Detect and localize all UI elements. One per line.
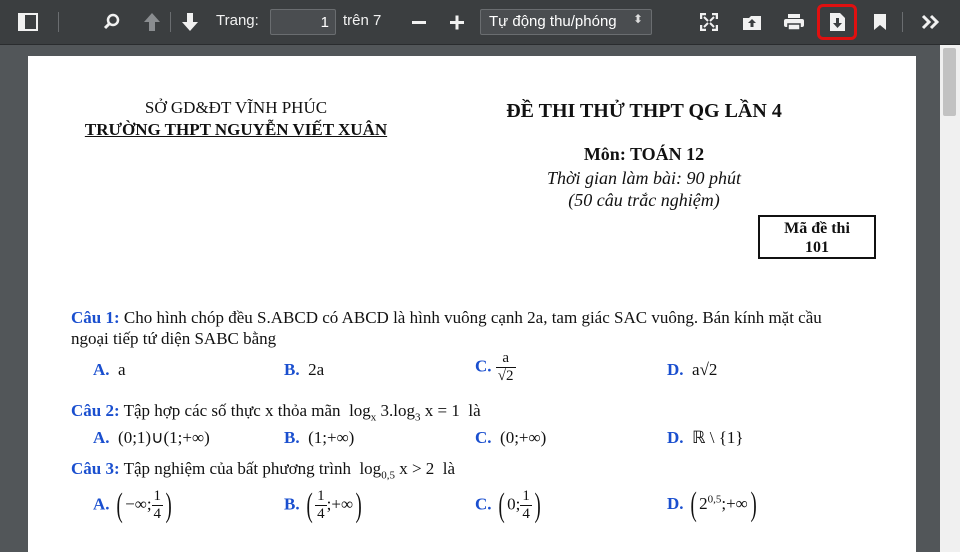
question-3 [71,459,455,481]
department-name: SỞ GD&ĐT VĨNH PHÚC [144,98,328,117]
plus-icon [449,14,465,30]
answer-key: B. [284,494,300,514]
question-1 [71,308,822,328]
sidebar-toggle-button[interactable] [14,7,42,37]
toolbar-separator [902,12,903,32]
page-number-input[interactable] [270,9,336,35]
previous-page-button[interactable] [138,7,166,37]
fullscreen-icon [700,13,718,31]
question-text: Tập nghiệm của bất phương trình [123,459,351,478]
fraction-denominator: √2 [497,368,514,384]
answer-1d [667,360,717,380]
page-label: Trang: [216,12,259,29]
math-expression: $\log_x 3.\log_3$ x = 1 [349,401,460,424]
question-label: Câu 1: [71,308,120,327]
fraction: $\frac{1}{4}$ [153,488,162,522]
answer-2b [284,428,354,448]
bookmark-icon [873,13,887,31]
answer-3c: C. ( 0; $\frac{1}{4}$ ) [475,486,541,524]
fraction-numerator: a [496,350,516,368]
bookmark-button[interactable] [866,7,894,37]
question-text: Tập hợp các số thực x thỏa mãn [123,401,341,420]
presentation-mode-button[interactable] [696,7,722,37]
answer-value: (1;+∞) [308,428,355,447]
answer-key: D. [667,360,684,379]
exam-code-label: Mã đề thi [784,220,850,237]
question-label: Câu 3: [71,459,120,478]
answer-value: a√2 [692,360,718,379]
minus-icon [411,14,427,30]
toolbar-separator [58,12,59,32]
question-1-line-2: ngoại tiếp tứ diện SABC bằng [71,329,277,348]
answer-key: A. [93,428,110,447]
print-button[interactable] [780,7,808,37]
toolbar-separator [170,12,171,32]
chevron-updown-icon: ⬍ [632,12,643,26]
search-icon [103,13,121,31]
answer-2d [667,428,744,448]
answer-3d: D. ( $2^{0,5};+\infty$) [667,486,757,523]
open-folder-icon [742,13,762,31]
zoom-select-value: Tự động thu/phóng [489,13,617,30]
answer-key: D. [667,428,684,447]
answer-value: 2a [308,360,325,379]
answer-key: C. [475,356,492,376]
open-file-button[interactable] [738,7,766,37]
duration: Thời gian làm bài: 90 phút [546,168,742,188]
scrollbar-track[interactable] [940,45,960,552]
question-label: Câu 2: [71,401,120,420]
fraction: $\frac{1}{4}$ [317,488,325,522]
zoom-select[interactable] [480,9,652,35]
printer-icon [783,13,805,31]
page-total: trên 7 [343,12,382,29]
answer-value: a [118,360,126,379]
question-count: (50 câu trắc nghiệm) [568,190,720,210]
exam-code-box [758,215,876,259]
arrow-up-icon [143,12,161,32]
answer-value: ℝ \ {1} [692,428,744,447]
answer-key: B. [284,360,300,379]
question-2 [71,401,481,423]
pdf-toolbar [0,0,960,45]
subject: Môn: TOÁN 12 [583,144,705,164]
answer-1a [93,360,126,380]
answer-key: C. [475,494,492,514]
answer-key: A. [93,494,110,514]
double-chevron-right-icon [921,14,941,30]
zoom-out-button[interactable] [406,7,432,37]
tools-button[interactable] [916,7,946,37]
arrow-down-icon [181,12,199,32]
exam-title: ĐỀ THI THỬ THPT QG LẦN 4 [506,100,782,122]
answer-key: B. [284,428,300,447]
answer-2a [93,428,210,448]
zoom-in-button[interactable] [444,7,470,37]
find-button[interactable] [98,7,126,37]
answer-key: D. [667,493,684,513]
fraction [496,350,516,385]
question-text: Cho hình chóp đều S.ABCD có ABCD là hình vuông cạnh 2a, tam giác SAC vuông. Bán kính mặt cầu [123,308,822,327]
answer-3b: B. ( $\frac{1}{4}$ ;+∞) [284,486,362,524]
fraction: $\frac{1}{4}$ [522,488,530,522]
answer-1b [284,360,324,380]
scrollbar-thumb[interactable] [943,48,956,116]
math-expression: $\log_{0,5} x > 2$ [359,459,435,482]
answer-3a: A. ( −∞; $\frac{1}{4}$ ) [93,486,172,524]
download-highlight-box [817,4,857,40]
answer-value: (0;+∞) [500,428,547,447]
answer-key: A. [93,360,110,379]
next-page-button[interactable] [176,7,204,37]
question-text-end: là [468,401,481,420]
exam-code-value: 101 [805,239,829,256]
sidebar-icon [18,13,38,31]
answer-1c [475,350,516,385]
pdf-page [28,56,916,552]
question-text-end: là [442,459,456,478]
answer-key: C. [475,428,492,447]
school-name: TRƯỜNG THPT NGUYỄN VIẾT XUÂN [84,120,388,139]
answer-value: (0;1)∪(1;+∞) [118,428,210,447]
answer-2c [475,428,546,448]
